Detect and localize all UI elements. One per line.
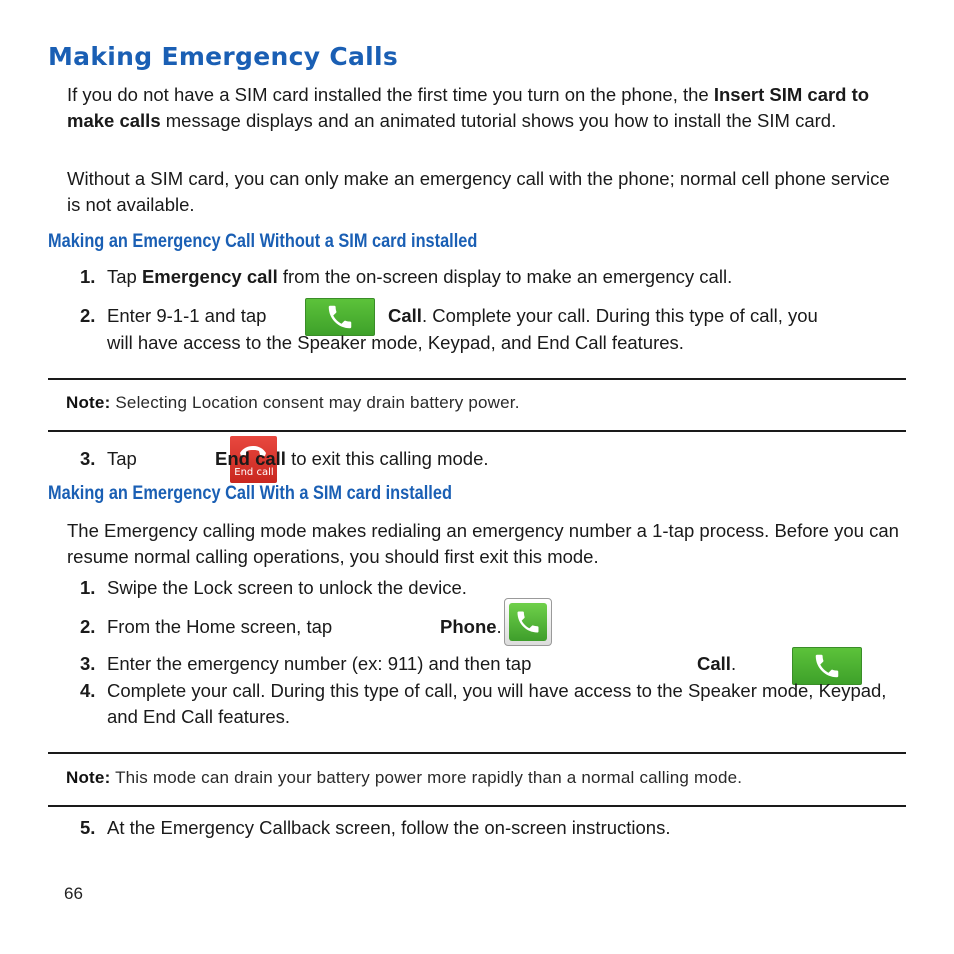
phone-handset-icon	[325, 302, 355, 332]
step-2-continuation	[440, 614, 502, 640]
note-divider-top	[48, 752, 906, 754]
note-text: Selecting Location consent may drain battery power.	[110, 393, 520, 412]
page-number: 66	[64, 884, 83, 903]
section-heading-without-sim: Making an Emergency Call Without a SIM card installed	[48, 231, 478, 252]
step-text: Enter the emergency number (ex: 911) and then tap	[107, 653, 532, 674]
step-text: From the Home screen, tap	[107, 616, 333, 637]
step-number: 4.	[80, 680, 96, 701]
step-1-with-sim	[80, 575, 895, 601]
step-text: .	[730, 653, 737, 674]
step-2-continuation	[388, 303, 818, 329]
step-text: At the Emergency Callback screen, follow the on-screen instructions.	[107, 817, 671, 838]
intro-bold-message: Insert SIM card to make calls	[67, 84, 870, 131]
section2-intro: The Emergency calling mode makes redialing an emergency number a 1-tap process. Before you can resume normal calling operations, you should first exit this mode.	[67, 520, 899, 567]
phone-app-button[interactable]	[504, 598, 552, 646]
step-3-continuation	[697, 651, 736, 677]
note-divider-top	[48, 378, 906, 380]
call-label: Call	[697, 653, 731, 674]
step-number: 3.	[80, 448, 96, 469]
note-label: Note:	[66, 393, 111, 412]
step-text: Tap	[107, 448, 137, 469]
step-text: . Complete your call. During this type of call, you	[421, 305, 818, 326]
step-number: 2.	[80, 616, 96, 637]
section-heading-with-sim: Making an Emergency Call With a SIM card installed	[48, 483, 452, 504]
note-battery	[66, 768, 742, 788]
step-text: Tap	[107, 266, 142, 287]
intro-text: If you do not have a SIM card installed the first time you turn on the phone, the	[67, 84, 714, 105]
step-5-with-sim	[80, 815, 895, 841]
step-text: .	[496, 616, 502, 637]
step-text-end: from the on-screen display to make an emergency call.	[277, 266, 733, 287]
step-number: 2.	[80, 305, 96, 326]
step-3-with-sim	[80, 651, 895, 677]
page-title: Making Emergency Calls	[48, 42, 399, 71]
step-number: 3.	[80, 653, 96, 674]
phone-label: Phone	[440, 616, 497, 637]
note-text: This mode can drain your battery power more rapidly than a normal calling mode.	[110, 768, 743, 787]
intro-paragraph-2: Without a SIM card, you can only make an emergency call with the phone; normal cell phone service is not available.	[67, 168, 890, 215]
step-bold: Emergency call	[141, 266, 278, 287]
step-number: 1.	[80, 577, 96, 598]
end-call-label: End call	[215, 448, 286, 469]
intro-text-end: message displays and an animated tutorial shows you how to install the SIM card.	[160, 110, 837, 131]
step-number: 1.	[80, 266, 96, 287]
note-divider-bottom	[48, 430, 906, 432]
end-call-button-label: End call	[234, 466, 274, 478]
step-2-line-2: will have access to the Speaker mode, Keypad, and End Call features.	[107, 332, 684, 353]
step-number: 5.	[80, 817, 96, 838]
phone-handset-icon	[812, 651, 842, 681]
note-location	[66, 393, 520, 413]
step-text: Swipe the Lock screen to unlock the device.	[107, 577, 467, 598]
note-divider-bottom	[48, 805, 906, 807]
phone-app-icon	[514, 608, 542, 636]
call-label: Call	[388, 305, 422, 326]
step-1-without-sim	[80, 264, 895, 290]
step-text: Enter 9-1-1 and tap	[107, 305, 267, 326]
step-text: to exit this calling mode.	[285, 448, 489, 469]
note-label: Note:	[66, 768, 111, 787]
step-4-with-sim	[80, 678, 895, 730]
step-text: Complete your call. During this type of call, you will have access to the Speaker mode, Keypad, and End Call features.	[107, 680, 887, 727]
intro-paragraph-1	[67, 82, 907, 134]
step-3-continuation	[215, 446, 489, 472]
